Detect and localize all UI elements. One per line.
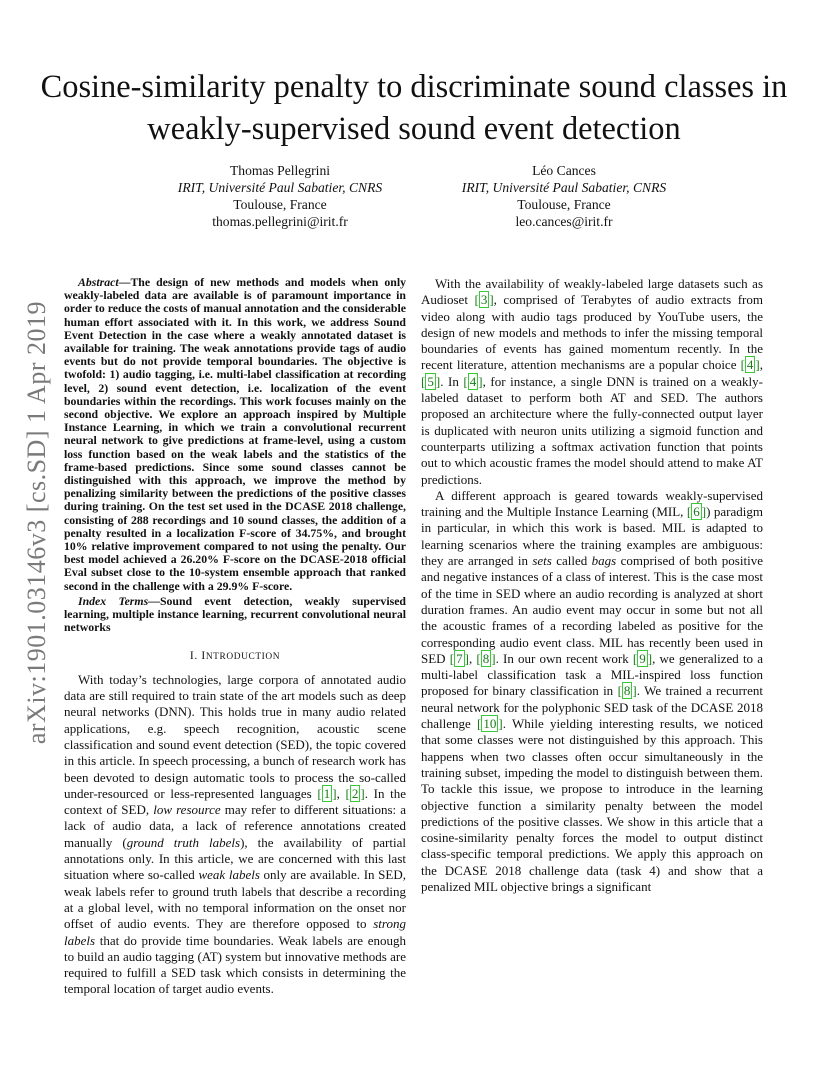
author-affiliation: IRIT, Université Paul Sabatier, CNRS xyxy=(461,180,667,195)
intro-text-segment: A different approach is geared towards weakly-supervised training and the Multiple Instance Learning (MIL, [ 6 ]) paradigm in particular, in which this work is based. MIL is adapted to learning scenarios where the training examples are ambiguous: they are arranged in sets called bags comprised of both positive and negative instances of a class of interest. This is the case most of the time in SED where an audio recording is analyzed at short duration frames. An audio event may occur in some but not all the acoustic frames of a recording labeled as positive for the corresponding audio event class. MIL has recently been used in SED [ 7 ], [ 8 ]. In our own recent work [ 9 ], we generalized to a multi-label classification task a MIL-inspired loss function proposed for binary classification in [ 8 ]. We trained a recurrent neural network for the polyphonic SED task of the DCASE 2018 challenge [ 10 ]. While yielding interesting results, we noticed that some classes were not distinguished by this approach. This happens when two classes often occur simultaneously in the training subset, impeding the model to distinguish between them. To tackle this issue, we propose to introduce in the learning objective function a similarity penalty between the model predictions of the positive classes. We show in this article that a cosine-similarity penalty forces the model to output distinct class-specific temporal predictions. We apply this approach on the DCASE 2018 challenge data (task 4) and show that a penalized MIL objective brings a significant xyxy=(421,487,764,894)
abstract xyxy=(64,276,406,593)
citation-link[interactable]: [ 5 ] xyxy=(421,373,441,389)
citation-link[interactable]: [ 9 ] xyxy=(632,650,653,666)
citation-link[interactable]: [ 8 ] xyxy=(476,650,496,666)
emphasis: sets xyxy=(532,553,552,569)
citation-link[interactable]: [ 10 ] xyxy=(477,716,503,732)
arxiv-identifier: arXiv:1901.03146v3 [cs.SD] 1 Apr 2019 xyxy=(22,301,51,745)
emphasis: ground truth labels xyxy=(126,834,241,850)
emphasis: strong labels xyxy=(64,916,406,948)
citation-link[interactable]: [ 8 ] xyxy=(617,683,637,699)
index-terms-text: —Sound event detection, weakly supervised learning, multiple instance learning, recurrent convolutional neural networks xyxy=(64,593,406,635)
abstract-lead: Abstract xyxy=(78,275,119,289)
citation-link[interactable]: [ 3 ] xyxy=(474,292,494,308)
author-affiliation: IRIT, Université Paul Sabatier, CNRS xyxy=(177,180,383,195)
citation-link[interactable]: [ 2 ] xyxy=(345,785,365,801)
intro-paragraph-3 xyxy=(421,488,763,895)
index-terms-lead: Index Terms xyxy=(78,593,149,608)
author-location: Toulouse, France xyxy=(233,197,327,212)
intro-paragraph-1 xyxy=(64,672,406,998)
author-block-2 xyxy=(414,162,714,230)
citation-link[interactable]: [ 6 ] xyxy=(686,504,707,520)
left-column xyxy=(64,276,406,998)
intro-text-segment: With the availability of weakly-labeled large datasets such as Audioset [ 3 ], comprised of Terabytes of audio extracts from video along with audio tags produced by YouTube users, the design of new models and methods to infer the missing temporal boundaries of events has gained momentum recently. In the recent literature, attention mechanisms are a popular choice [ 4 ], [ 5 ]. In [ 4 ], for instance, a single DNN is trained on a weakly-labeled dataset to perform both AT and SED. The authors proposed an architecture where the fully-connected output layer is duplicated with neuron units utilizing a sigmoid function and counterparts utilizing a softmax activation function that points out to which acoustic frames the model should attend to make AT predictions. xyxy=(421,276,763,487)
paper-title: Cosine-similarity penalty to discriminate sound classes in weakly-supervised sound event detection xyxy=(40,69,788,147)
citation-link[interactable]: [ 4 ] xyxy=(740,357,760,373)
index-terms xyxy=(64,595,406,635)
citation-link[interactable]: [ 1 ] xyxy=(317,785,337,801)
author-email[interactable]: thomas.pellegrini@irit.fr xyxy=(212,214,348,229)
author-block-1 xyxy=(130,162,430,230)
author-location: Toulouse, France xyxy=(517,197,611,212)
emphasis: bags xyxy=(591,553,617,569)
author-email[interactable]: leo.cances@irit.fr xyxy=(515,214,613,229)
emphasis: low resource xyxy=(153,802,221,818)
author-name: Thomas Pellegrini xyxy=(229,163,331,178)
intro-paragraph-2 xyxy=(421,276,763,488)
abstract-text: —The design of new methods and models when only weakly-labeled data are available is of paramount importance in order to reduce the costs of manual annotation and the considerable human effort associated with it. In this work, we address Sound Event Detection in the case where a weakly annotated dataset is available for training. The weak annotations provide tags of audio events but do not provide temporal boundaries. The objective is twofold: 1) audio tagging, i.e. multi-label classification at recording level, 2) sound event detection, i.e. localization of the event boundaries within the recordings. This work focuses mainly on the second objective. We explore an approach inspired by Multiple Instance Learning, in which we train a convolutional recurrent neural network to give predictions at frame-level, using a custom loss function based on the weak labels and the statistics of the frame-based predictions. Since some sound classes cannot be distinguished with this approach, we improve the method by penalizing similarity between the predictions of the positive classes during training. On the test set used in the DCASE 2018 challenge, consisting of 288 recordings and 10 sound classes, the addition of a penalty resulted in a localization F-score of 34.75%, and brought 10% relative improvement compared to not using the penalty. Our best model achieved a 26.20% F-score on the DCASE-2018 official Eval subset close to the 10-system ensemble approach that ranked second in the challenge with a 29.9% F-score. xyxy=(64,275,406,593)
intro-text-segment: With today’s technologies, large corpora of annotated audio data are still required to train state of the art models such as deep neural networks (DNN). This holds true in many audio related applications, e.g. speech recognition, acoustic scene classification and sound event detection (SED), the topic covered in this article. In speech processing, a bunch of research work has been devoted to design automatic tools to process the so-called under-resourced or less-represented languages [ 1 ], [ 2 ]. In the context of SED, low resource may refer to different situations: a lack of audio data, a lack of reference annotations created manually (ground truth labels), the availability of partial annotations only. In this article, we are concerned with this last situation where so-called weak labels only are available. In SED, weak labels refer to ground truth labels that describe a recording at a global level, with no temporal information on the onset nor offset of audio events. They are therefore opposed to strong labels that do provide time boundaries. Weak labels are enough to build an audio tagging (AT) system but innovative methods are required to fulfill a SED task which consists in determining the temporal location of target audio events. xyxy=(64,671,407,997)
author-name: Léo Cances xyxy=(532,163,596,178)
right-column xyxy=(421,276,763,895)
citation-link[interactable]: [ 7 ] xyxy=(449,650,469,666)
emphasis: weak labels xyxy=(198,867,260,883)
section-heading-introduction: I. INTRODUCTION xyxy=(189,649,281,663)
citation-link[interactable]: [ 4 ] xyxy=(463,373,483,389)
